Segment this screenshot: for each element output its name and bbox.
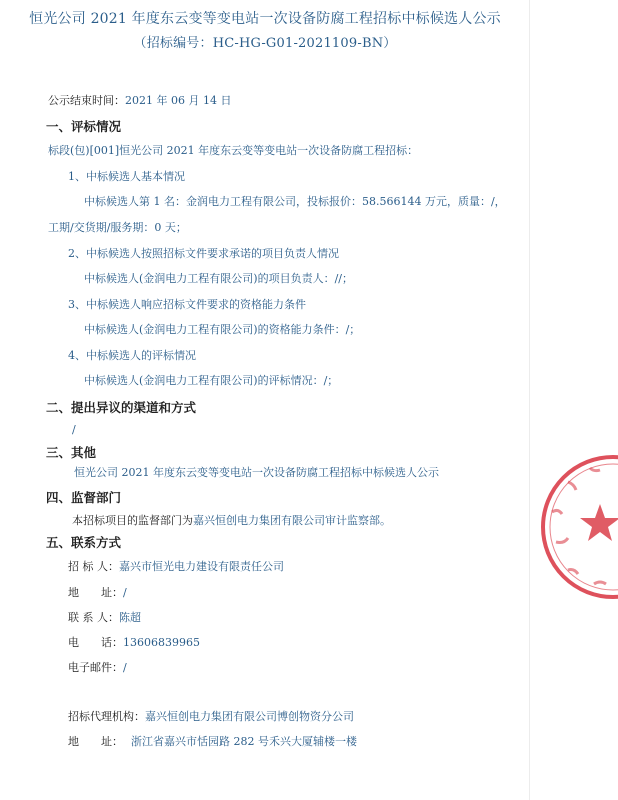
page-edge-divider	[529, 0, 530, 800]
tenderer-line	[68, 558, 284, 574]
email-label: 电子邮件：	[68, 661, 123, 674]
agency-address-label: 地 址：	[68, 735, 123, 748]
agency-address-value: 浙江省嘉兴市恬园路 282 号禾兴大厦辅楼一楼	[131, 735, 357, 748]
contact-value: 陈超	[119, 611, 141, 624]
item1-title: 1、中标候选人基本情况	[68, 170, 185, 183]
section5-heading: 五、联系方式	[46, 535, 122, 550]
end-time-label: 公示结束时间：	[48, 94, 125, 107]
address-label: 地 址：	[68, 586, 123, 599]
agency-address-line	[68, 733, 357, 749]
contact-label: 联 系 人：	[68, 611, 119, 624]
address-value: /	[123, 586, 127, 599]
end-time-line	[48, 92, 231, 108]
lot-line: 标段(包)[001]恒光公司 2021 年度东云变等变电站一次设备防腐工程招标：	[48, 144, 419, 157]
item3-line1: 中标候选人(金润电力工程有限公司)的资格能力条件：/；	[84, 323, 361, 336]
document-title: 恒光公司 2021 年度东云变等变电站一次设备防腐工程招标中标候选人公示	[29, 11, 501, 27]
tenderer-value: 嘉兴市恒光电力建设有限责任公司	[119, 560, 284, 573]
item4-line1: 中标候选人(金润电力工程有限公司)的评标情况：/；	[84, 374, 339, 387]
section2-heading: 二、提出异议的渠道和方式	[46, 400, 197, 415]
email-line	[68, 659, 127, 675]
section3-content: 恒光公司 2021 年度东云变等变电站一次设备防腐工程招标中标候选人公示	[74, 466, 439, 479]
item3-title: 3、中标候选人响应招标文件要求的资格能力条件	[68, 298, 306, 311]
section3-heading: 三、其他	[46, 445, 97, 460]
supervisor-org: 嘉兴恒创电力集团有限公司审计监察部。	[193, 514, 391, 527]
official-seal-stamp	[538, 452, 618, 602]
phone-value: 13606839965	[123, 636, 200, 649]
item4-title: 4、中标候选人的评标情况	[68, 349, 196, 362]
item1-line2: 工期/交货期/服务期：0 天；	[48, 221, 187, 234]
section4-content	[72, 512, 391, 528]
item1-line1: 中标候选人第 1 名：金润电力工程有限公司，投标报价：58.566144 万元，质量：/，	[84, 195, 506, 208]
agency-value: 嘉兴恒创电力集团有限公司博创物资分公司	[145, 710, 354, 723]
phone-line	[68, 634, 200, 650]
bid-number: （招标编号：HC-HG-G01-2021109-BN）	[133, 36, 397, 51]
section2-content: /	[72, 423, 76, 436]
contact-line	[68, 609, 141, 625]
address-line	[68, 584, 127, 600]
section1-heading: 一、评标情况	[46, 119, 122, 134]
end-time-value: 2021 年 06 月 14 日	[125, 94, 232, 107]
tenderer-label: 招 标 人：	[68, 560, 119, 573]
agency-label: 招标代理机构：	[68, 710, 145, 723]
agency-line	[68, 708, 354, 724]
section4-heading: 四、监督部门	[46, 490, 122, 505]
phone-label: 电 话：	[68, 636, 123, 649]
email-value: /	[123, 661, 127, 674]
item2-line1: 中标候选人(金润电力工程有限公司)的项目负责人：//；	[84, 272, 353, 285]
supervisor-prefix: 本招标项目的监督部门为	[72, 514, 193, 527]
item2-title: 2、中标候选人按照招标文件要求承诺的项目负责人情况	[68, 247, 339, 260]
